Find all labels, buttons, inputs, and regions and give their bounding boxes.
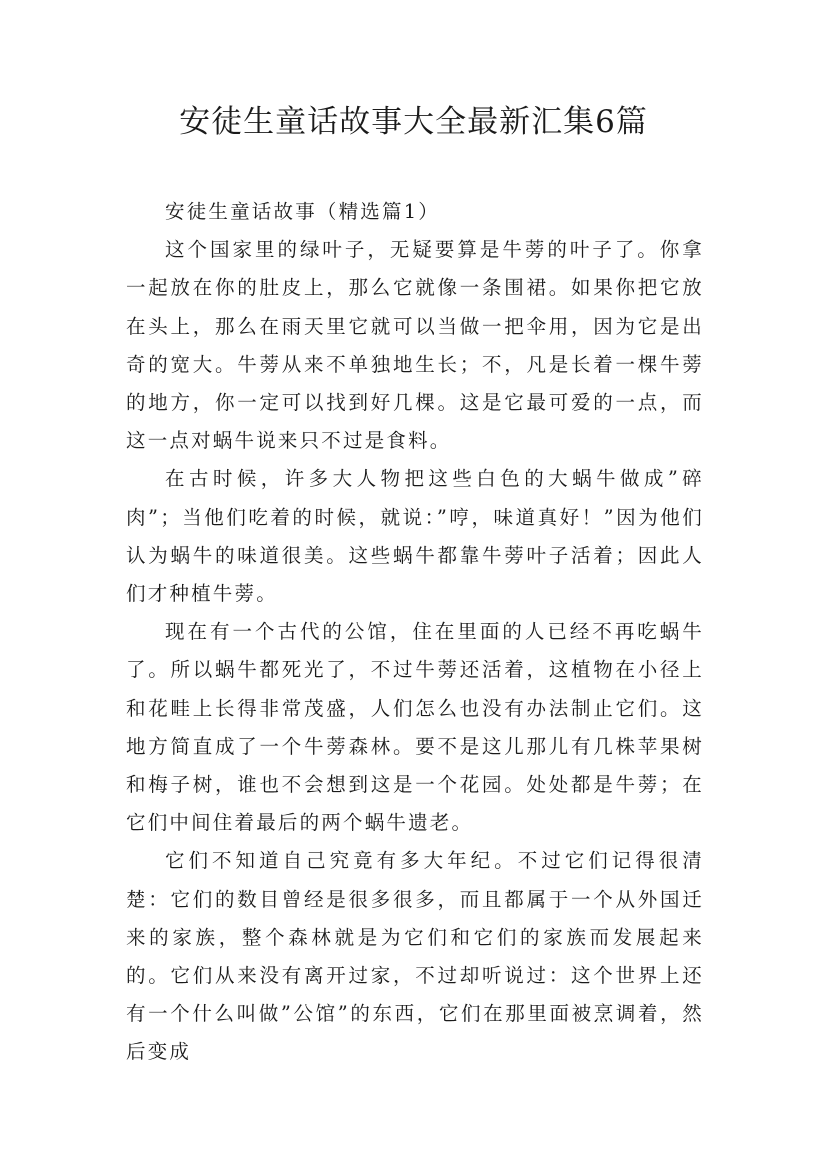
section-heading: 安徒生童话故事（精选篇1） <box>165 200 441 223</box>
paragraph: 这个国家里的绿叶子，无疑要算是牛蒡的叶子了。你拿一起放在你的肚皮上，那么它就像一条围裙。如果你把它放在头上，那么在雨天里它就可以当做一把伞用，因为它是出奇的宽大。牛蒡从来不单独地生长；不，凡是长着一棵牛蒡的地方，你一定可以找到好几棵。这是它最可爱的一点，而这一点对蜗牛说来只不过是食料。 <box>126 238 704 453</box>
paragraph: 现在有一个古代的公馆，住在里面的人已经不再吃蜗牛了。所以蜗牛都死光了，不过牛蒡还活着，这植物在小径上和花畦上长得非常茂盛，人们怎么也没有办法制止它们。这地方简直成了一个牛蒡森林。要不是这儿那儿有几株苹果树和梅子树，谁也不会想到这是一个花园。处处都是牛蒡；在它们中间住着最后的两个蜗牛遗老。 <box>126 620 704 835</box>
document-body <box>126 193 704 1072</box>
document-title: 安徒生童话故事大全最新汇集6篇 <box>179 104 648 140</box>
paragraph: 在古时候，许多大人物把这些白色的大蜗牛做成”碎肉”；当他们吃着的时候，就说：”哼，味道真好！”因为他们认为蜗牛的味道很美。这些蜗牛都靠牛蒡叶子活着；因此人们才种植牛蒡。 <box>126 467 704 606</box>
paragraph: 它们不知道自己究竟有多大年纪。不过它们记得很清楚：它们的数目曾经是很多很多，而且都属于一个从外国迁来的家族，整个森林就是为它们和它们的家族而发展起来的。它们从来没有离开过家，不过却听说过：这个世界上还有一个什么叫做”公馆”的东西，它们在那里面被烹调着，然后变成 <box>126 849 704 1064</box>
